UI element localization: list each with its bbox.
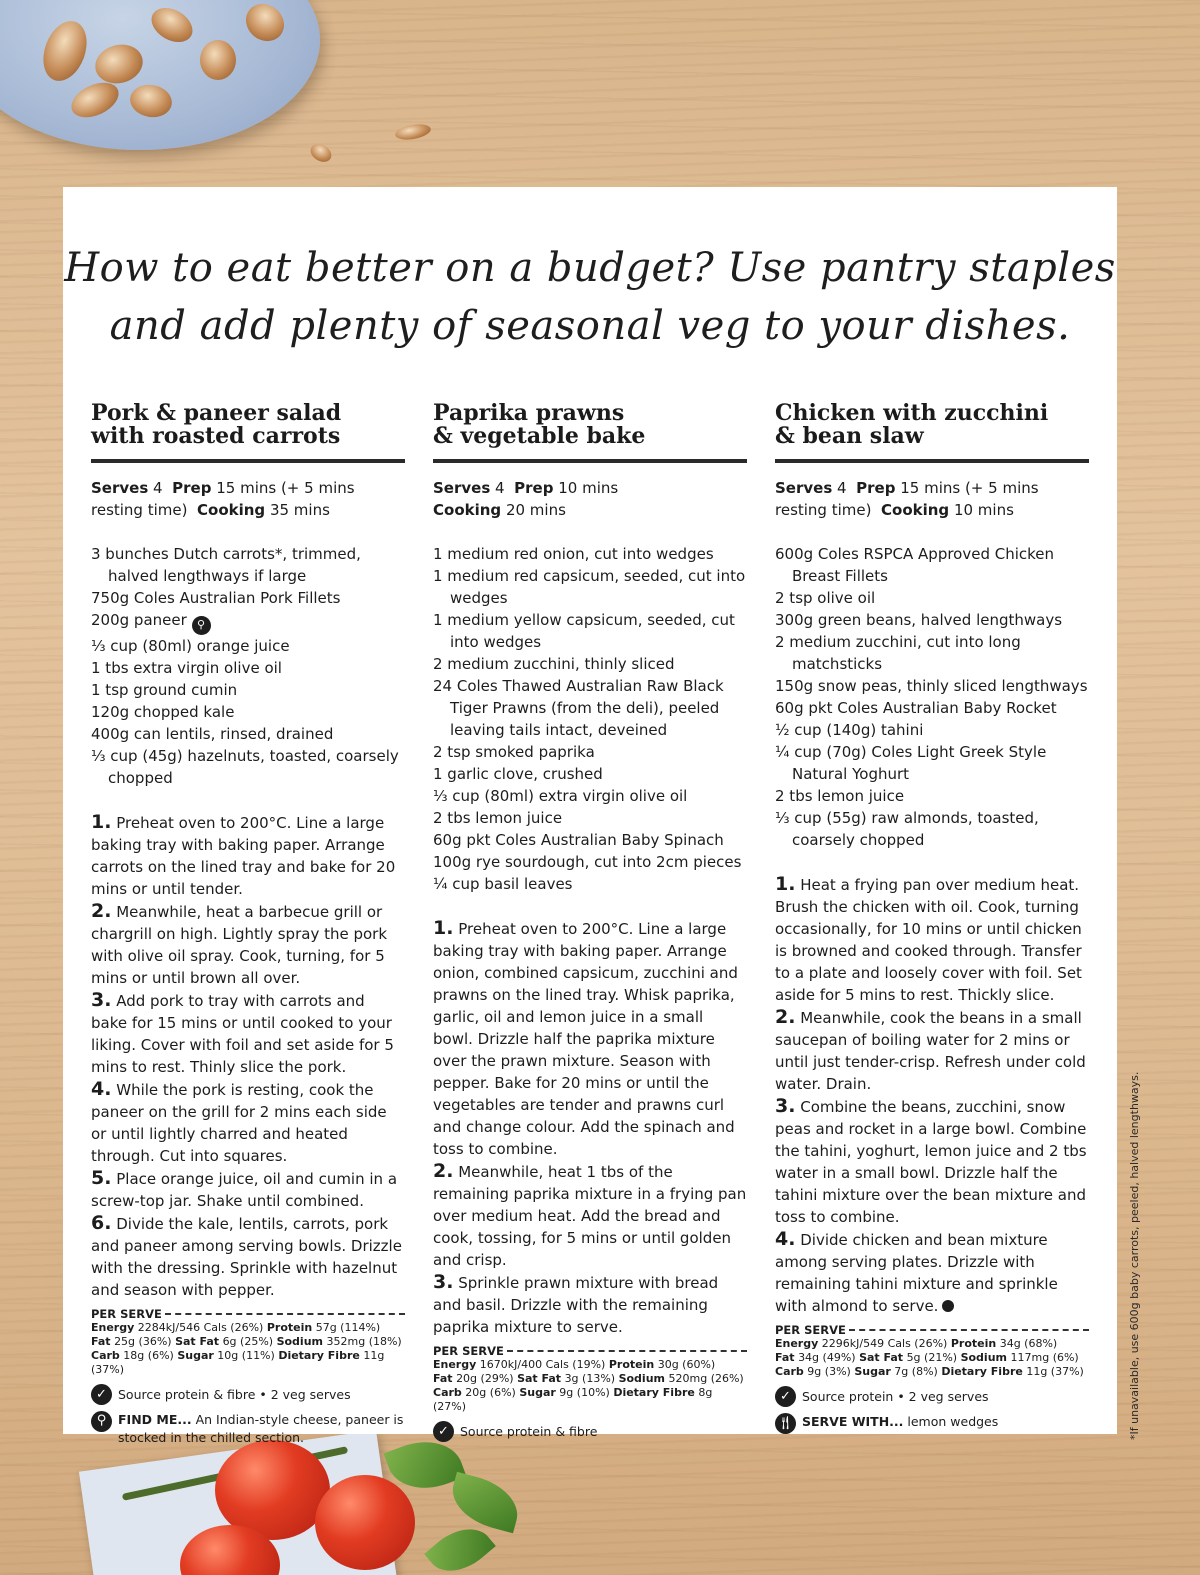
step-number: 1. [433, 917, 454, 939]
ingredient: ⅓ cup (55g) raw almonds, toasted, coarsely chopped [775, 809, 1039, 849]
recipe-title-line: Pork & paneer salad [91, 400, 342, 426]
cooking-label: Cooking [197, 501, 266, 519]
nutrient-label: Sat Fat [859, 1351, 904, 1364]
step-text: Meanwhile, heat a barbecue grill or chargrill on high. Lightly spray the pork with olive oil spray. Cook, turning, for 5 mins or until brown all over. [91, 902, 388, 987]
nutrition-line [775, 1337, 1089, 1351]
prep-label: Prep [856, 479, 896, 497]
method [775, 873, 1089, 1317]
method-step [91, 1078, 405, 1167]
step-number: 3. [91, 988, 112, 1011]
step-number: 2. [775, 1006, 796, 1028]
nutrient-label: Fat [775, 1351, 795, 1364]
nutrient-value: 6g (25%) [222, 1334, 274, 1348]
ingredient: 2 medium zucchini, thinly sliced [433, 655, 675, 673]
almond-piece [394, 122, 432, 142]
nutrient-value: 8g (27%) [433, 1386, 713, 1413]
ingredient-list [433, 543, 747, 895]
per-serve-nutrition [433, 1344, 747, 1414]
step-text: Preheat oven to 200°C. Line a large baking tray with baking paper. Arrange onion, combined capsicum, zucchini and prawns on the lined tray. Whisk paprika, garlic, oil and lemon juice in a small bowl. Drizzle half the paprika mixture over the prawn mixture. Season with pepper. Bake for 20 mins or until the vegetables are tender and prawns curl and change colour. Add the spinach and toss to combine. [433, 920, 738, 1158]
step-number: 1. [91, 810, 112, 833]
recipe-title-line: & bean slaw [775, 423, 924, 449]
cooking-value: 10 mins [953, 501, 1014, 519]
method-step [91, 811, 405, 900]
ingredient: 1 tsp ground cumin [91, 680, 238, 699]
nutrient-value: 9g (10%) [559, 1386, 610, 1399]
almond-piece [200, 40, 236, 80]
ingredient: ¼ cup basil leaves [433, 875, 573, 893]
nutrient-label: Energy [91, 1320, 135, 1334]
nutrient-value: 30g (60%) [657, 1358, 716, 1371]
prep-value: 15 mins (+ 5 mins resting time) [91, 479, 355, 519]
recipe-title-line: Paprika prawns [433, 400, 625, 426]
ingredient: 120g chopped kale [91, 702, 235, 721]
method-step [91, 989, 405, 1078]
nutrient-value: 34g (49%) [798, 1351, 856, 1364]
cooking-value: 35 mins [269, 501, 330, 519]
magnifier-icon: ⚲ [192, 616, 211, 635]
nutrient-label: Protein [608, 1358, 655, 1371]
method-step [91, 1167, 405, 1212]
almond-piece [307, 141, 334, 166]
per-serve-heading [433, 1344, 747, 1358]
nutrient-label: Fat [91, 1334, 111, 1348]
per-serve-label: PER SERVE [433, 1344, 504, 1358]
nutrient-value: 11g (37%) [1026, 1365, 1084, 1378]
ingredient: ⅓ cup (45g) hazelnuts, toasted, coarsely chopped [91, 746, 399, 787]
title-rule [91, 459, 405, 463]
nutrient-label: Carb [775, 1365, 804, 1378]
tomato [315, 1475, 415, 1570]
step-number: 4. [91, 1077, 112, 1100]
health-badge [775, 1386, 1089, 1407]
step-text: Combine the beans, zucchini, snow peas and rocket in a large bowl. Combine the tahini, yoghurt, lemon juice and 2 tbs water in a small bowl. Drizzle half the tahini mixture over the bean mixture and toss to combine. [775, 1098, 1087, 1226]
step-number: 5. [91, 1166, 112, 1189]
nutrient-value: 20g (6%) [465, 1386, 516, 1399]
method-step [433, 917, 747, 1160]
nutrient-value: 5g (21%) [906, 1351, 958, 1364]
nutrition-line [91, 1335, 405, 1349]
step-text: Divide chicken and bean mixture among serving plates. Drizzle with remaining tahini mixture and sprinkle with almond to serve. [775, 1231, 1058, 1315]
nutrient-value: 57g (114%) [315, 1320, 381, 1334]
step-text: Add pork to tray with carrots and bake for 15 mins or until cooked to your liking. Cover with foil and set aside for 5 mins to rest. Thinly slice the pork. [91, 991, 394, 1076]
health-badge [91, 1384, 405, 1405]
find-me-text: An Indian-style cheese, paneer is stocked in the chilled section. [118, 1411, 404, 1445]
ingredient: ¼ cup (70g) Coles Light Greek Style Natural Yoghurt [775, 743, 1047, 783]
ingredient: 300g green beans, halved lengthways [775, 611, 1063, 629]
ingredient: 150g snow peas, thinly sliced lengthways [775, 677, 1088, 695]
serves-value: 4 [495, 479, 505, 497]
recipe-column [433, 402, 747, 1442]
prep-label: Prep [172, 479, 212, 497]
method-step [91, 900, 405, 989]
step-text: Sprinkle prawn mixture with bread and basil. Drizzle with the remaining paprika mixture to serve. [433, 1274, 719, 1336]
nutrient-label: Energy [433, 1358, 477, 1371]
ingredient: 24 Coles Thawed Australian Raw Black Tiger Prawns (from the deli), peeled leaving tails intact, deveined [433, 677, 724, 739]
recipe-card [63, 187, 1117, 1445]
ingredient: 60g pkt Coles Australian Baby Rocket [775, 699, 1057, 717]
method-step [775, 1006, 1089, 1095]
step-number: 6. [91, 1211, 112, 1234]
ingredient: ½ cup (140g) tahini [775, 721, 924, 739]
title-rule [433, 459, 747, 463]
ingredient: 1 garlic clove, crushed [433, 765, 603, 783]
per-serve-label: PER SERVE [91, 1306, 162, 1321]
step-number: 4. [775, 1228, 796, 1250]
nutrient-label: Sodium [618, 1372, 665, 1385]
nutrient-label: Dietary Fibre [278, 1348, 360, 1362]
step-number: 3. [775, 1095, 796, 1117]
serves-label: Serves [775, 479, 833, 497]
step-number: 3. [433, 1271, 454, 1293]
nutrient-label: Protein [950, 1337, 997, 1350]
method-step [775, 873, 1089, 1006]
nutrient-label: Dietary Fibre [941, 1365, 1023, 1378]
per-serve-nutrition [91, 1307, 405, 1377]
ingredient: 1 medium red onion, cut into wedges [433, 545, 714, 563]
nutrient-value: 352mg (18%) [326, 1334, 402, 1348]
find-me-tip [91, 1411, 405, 1447]
nutrient-label: Sodium [276, 1334, 323, 1348]
step-text: While the pork is resting, cook the paneer on the grill for 2 mins each side or until lightly charred and heated through. Cut into squares. [91, 1080, 387, 1165]
nutrient-value: 11g (37%) [91, 1348, 385, 1376]
serves-value: 4 [837, 479, 847, 497]
recipe-title-line: Chicken with zucchini [775, 400, 1049, 426]
ingredient: 750g Coles Australian Pork Fillets [91, 589, 341, 607]
badge-text: Source protein & fibre • 2 veg serves [118, 1386, 351, 1402]
find-me-label: FIND ME... [118, 1411, 192, 1427]
ingredient: 3 bunches Dutch carrots*, trimmed, halved lengthways if large [91, 545, 361, 585]
nutrient-value: 20g (29%) [456, 1372, 514, 1385]
step-number: 2. [91, 899, 112, 922]
ingredient: 1 tbs extra virgin olive oil [91, 658, 282, 677]
serves-label: Serves [91, 479, 149, 497]
step-text: Preheat oven to 200°C. Line a large baking tray with baking paper. Arrange carrots on the lined tray and bake for 20 mins or until tender. [91, 813, 396, 898]
ingredient: 2 tsp smoked paprika [433, 743, 595, 761]
ingredient: 60g pkt Coles Australian Baby Spinach [433, 831, 724, 849]
nutrient-label: Dietary Fibre [613, 1386, 695, 1399]
nutrient-label: Carb [433, 1386, 462, 1399]
nutrient-label: Energy [775, 1337, 819, 1350]
magnifier-icon: ⚲ [91, 1411, 112, 1432]
ingredient: 1 medium red capsicum, seeded, cut into wedges [433, 567, 746, 607]
nutrient-value: 18g (6%) [123, 1348, 174, 1362]
ingredient: 1 medium yellow capsicum, seeded, cut into wedges [433, 611, 735, 651]
nutrient-label: Sodium [960, 1351, 1007, 1364]
serve-with-tip [775, 1413, 1089, 1434]
nutrient-label: Carb [91, 1348, 120, 1362]
method-step [433, 1271, 747, 1338]
badge-text: Source protein & fibre [460, 1424, 598, 1439]
prep-value: 15 mins (+ 5 mins resting time) [775, 479, 1039, 519]
per-serve-nutrition [775, 1323, 1089, 1379]
method [91, 811, 405, 1301]
nutrient-label: Sat Fat [517, 1372, 562, 1385]
nutrient-value: 34g (68%) [999, 1337, 1058, 1350]
step-text: Meanwhile, cook the beans in a small saucepan of boiling water for 2 mins or until just tender-crisp. Refresh under cold water. Drain. [775, 1009, 1086, 1093]
dashed-rule [165, 1313, 405, 1315]
step-number: 2. [433, 1160, 454, 1182]
recipe-meta [775, 477, 1089, 521]
checkmark-icon: ✓ [91, 1384, 112, 1405]
tomato-basil-photo [0, 1430, 520, 1575]
step-number: 1. [775, 873, 796, 895]
ingredient: 400g can lentils, rinsed, drained [91, 724, 334, 743]
ingredient: 600g Coles RSPCA Approved Chicken Breast Fillets [775, 545, 1055, 585]
nutrient-label: Sugar [519, 1386, 556, 1399]
headline-line-1: How to eat better on a budget? Use pantry staples [64, 245, 1116, 291]
serve-with-text: lemon wedges [907, 1414, 999, 1429]
serve-with-label: SERVE WITH... [802, 1414, 904, 1429]
method-step [433, 1160, 747, 1271]
recipe-title-line: with roasted carrots [91, 423, 341, 449]
nutrition-line [433, 1358, 747, 1372]
nutrition-line [91, 1321, 405, 1335]
checkmark-icon: ✓ [433, 1421, 454, 1442]
method-step [91, 1212, 405, 1301]
nutrient-label: Sat Fat [175, 1334, 220, 1348]
prep-label: Prep [514, 479, 554, 497]
ingredient: 2 medium zucchini, cut into long matchsticks [775, 633, 1021, 673]
prep-value: 10 mins [558, 479, 619, 497]
recipe-meta [433, 477, 747, 521]
dashed-rule [849, 1329, 1089, 1331]
per-serve-heading [91, 1307, 405, 1321]
dashed-rule [507, 1350, 747, 1352]
recipe-title [433, 402, 747, 450]
step-text: Divide the kale, lentils, carrots, pork and paneer among serving bowls. Drizzle with the dressing. Sprinkle with hazelnut and season with pepper. [91, 1214, 402, 1299]
ingredient: 2 tsp olive oil [775, 589, 876, 607]
nutrient-label: Protein [266, 1320, 313, 1334]
serves-value: 4 [153, 479, 163, 497]
headline [63, 239, 1117, 355]
ingredient: 2 tbs lemon juice [775, 787, 905, 805]
nutrition-line [775, 1351, 1089, 1365]
cutlery-icon: 🍴︎ [775, 1413, 796, 1434]
headline-line-2: and add plenty of seasonal veg to your dishes. [109, 303, 1071, 349]
nutrient-value: 3g (13%) [564, 1372, 616, 1385]
nutrient-label: Sugar [854, 1365, 891, 1378]
nutrient-value: 2284kJ/546 Cals (26%) [137, 1320, 264, 1334]
method [433, 917, 747, 1338]
badge-text: Source protein • 2 veg serves [802, 1389, 989, 1404]
nutrient-value: 10g (11%) [217, 1348, 275, 1362]
nutrient-value: 7g (8%) [894, 1365, 938, 1378]
end-mark-icon [942, 1300, 954, 1312]
nutrition-line [433, 1372, 747, 1386]
ingredient: 2 tbs lemon juice [433, 809, 563, 827]
ingredient: ⅓ cup (80ml) extra virgin olive oil [433, 787, 688, 805]
carrot-footnote: *If unavailable, use 600g baby carrots, peeled, halved lengthways. [1128, 1071, 1141, 1440]
ingredient-list [775, 543, 1089, 851]
step-text: Heat a frying pan over medium heat. Brush the chicken with oil. Cook, turning occasionally, for 10 mins or until chicken is browned and cooked through. Transfer to a plate and loosely cover with foil. Set aside for 5 mins to rest. Thickly slice. [775, 876, 1082, 1004]
health-badge [433, 1421, 747, 1442]
nutrient-value: 117mg (6%) [1010, 1351, 1079, 1364]
method-step [775, 1228, 1089, 1317]
ingredient: 100g rye sourdough, cut into 2cm pieces [433, 853, 742, 871]
ingredient [91, 609, 405, 635]
step-text: Place orange juice, oil and cumin in a screw-top jar. Shake until combined. [91, 1169, 398, 1210]
per-serve-label: PER SERVE [775, 1323, 846, 1337]
nutrient-value: 9g (3%) [807, 1365, 851, 1378]
recipe-column [775, 402, 1089, 1434]
nutrient-label: Sugar [177, 1348, 214, 1362]
ingredient: ⅓ cup (80ml) orange juice [91, 636, 290, 655]
nutrient-label: Fat [433, 1372, 453, 1385]
step-text: Meanwhile, heat 1 tbs of the remaining paprika mixture in a frying pan over medium heat. Add the bread and cook, tossing, for 5 mins or until golden and crisp. [433, 1163, 747, 1269]
ingredient-text: 200g paneer [91, 611, 187, 629]
recipe-title [91, 402, 405, 450]
ingredient-list [91, 543, 405, 789]
nutrient-value: 520mg (26%) [668, 1372, 744, 1385]
nutrient-value: 1670kJ/400 Cals (19%) [479, 1358, 606, 1371]
method-step [775, 1095, 1089, 1228]
cooking-label: Cooking [433, 501, 502, 519]
per-serve-heading [775, 1323, 1089, 1337]
recipe-title-line: & vegetable bake [433, 423, 646, 449]
nutrition-line [775, 1365, 1089, 1379]
nutrient-value: 2296kJ/549 Cals (26%) [821, 1337, 948, 1350]
serves-label: Serves [433, 479, 491, 497]
recipe-column [91, 402, 405, 1447]
nutrient-value: 25g (36%) [114, 1334, 172, 1348]
nutrition-line [433, 1386, 747, 1414]
recipe-meta [91, 477, 405, 521]
title-rule [775, 459, 1089, 463]
basil-leaf [445, 1472, 520, 1534]
checkmark-icon: ✓ [775, 1386, 796, 1407]
nutrition-line [91, 1349, 405, 1377]
cooking-label: Cooking [881, 501, 950, 519]
recipe-title [775, 402, 1089, 450]
cooking-value: 20 mins [505, 501, 566, 519]
